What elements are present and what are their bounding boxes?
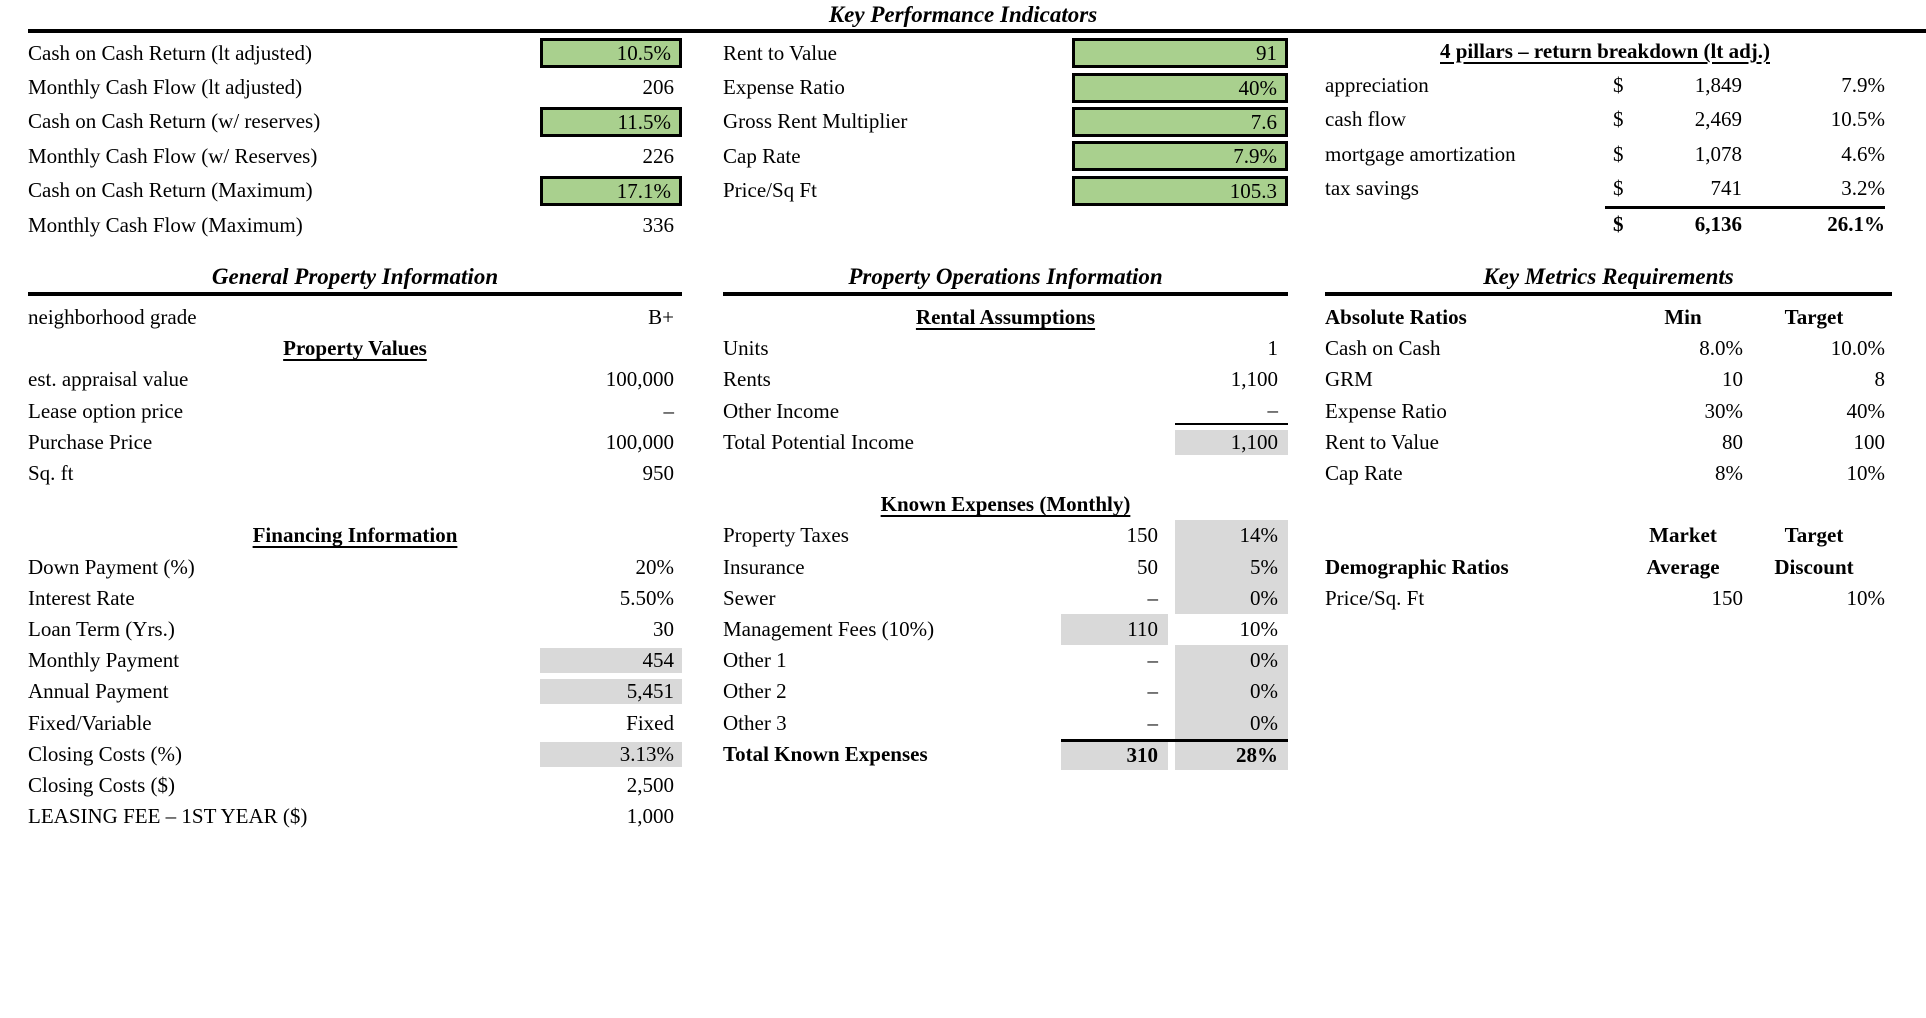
metric-target-cell[interactable]: 40%: [1846, 398, 1885, 423]
known-expenses-header: Known Expenses (Monthly): [880, 492, 1131, 517]
field-label: Closing Costs ($): [28, 772, 176, 797]
value-cell[interactable]: 2,500: [626, 772, 674, 797]
table-row: [1325, 172, 1885, 206]
kpi-value-cell[interactable]: 11.5%: [540, 107, 682, 137]
table-row: [28, 174, 682, 208]
field-label: Insurance: [723, 554, 805, 579]
expenses-total-row: [723, 739, 1288, 770]
expense-pct-cell[interactable]: 14%: [1175, 520, 1288, 551]
table-row: [1325, 103, 1885, 137]
table-row: [28, 139, 682, 173]
currency-symbol: $: [1613, 176, 1624, 201]
subheader-row: [723, 302, 1288, 333]
table-row: [28, 614, 682, 645]
metric-min-cell[interactable]: 150: [1711, 585, 1743, 610]
table-row: [1325, 396, 1885, 427]
metric-target-cell[interactable]: 10%: [1846, 585, 1885, 610]
kpi-value-cell[interactable]: 40%: [1072, 73, 1288, 103]
demographic-ratios-label: Demographic Ratios: [1325, 554, 1509, 579]
field-label: Other 1: [723, 648, 787, 673]
spacer-row: [28, 489, 682, 520]
field-label: Property Taxes: [723, 523, 849, 548]
kpi-label: Monthly Cash Flow (Maximum): [28, 212, 303, 237]
table-row: [28, 770, 682, 801]
financing-header: Financing Information: [252, 523, 458, 548]
metrics-header-row: [1325, 302, 1885, 333]
general-rule: [28, 292, 682, 296]
pillar-amount-cell[interactable]: 1,078: [1694, 141, 1742, 166]
currency-symbol: $: [1613, 107, 1624, 132]
kpi-value-cell[interactable]: 91: [1072, 38, 1288, 68]
metric-target-cell[interactable]: 10%: [1846, 461, 1885, 486]
expense-amount-cell[interactable]: –: [1147, 679, 1158, 704]
field-label: Other 3: [723, 710, 787, 735]
metric-min-cell[interactable]: 8%: [1715, 461, 1743, 486]
table-row: [28, 707, 682, 738]
metric-min-cell[interactable]: 80: [1722, 429, 1743, 454]
kpi-value-cell[interactable]: 10.5%: [540, 38, 682, 68]
value-cell[interactable]: 3.13%: [540, 742, 682, 767]
metric-min-cell[interactable]: 10: [1722, 367, 1743, 392]
kpi-label: Monthly Cash Flow (lt adjusted): [28, 75, 303, 100]
value-cell[interactable]: 5,451: [540, 679, 682, 704]
table-row: [1325, 137, 1885, 171]
metric-min-cell[interactable]: 8.0%: [1699, 336, 1743, 361]
pillars-total-row: [1325, 206, 1885, 240]
value-cell[interactable]: 1,100: [1230, 367, 1278, 392]
table-row: [28, 364, 682, 395]
kpi-label: Gross Rent Multiplier: [723, 109, 908, 134]
pillars-total-amount[interactable]: 6,136: [1694, 212, 1742, 237]
metric-min-cell[interactable]: 30%: [1704, 398, 1743, 423]
expense-pct-cell[interactable]: 0%: [1175, 645, 1288, 676]
kpi-value-cell[interactable]: 226: [642, 143, 674, 168]
table-row: [28, 645, 682, 676]
table-row: [28, 801, 682, 832]
pillars-block: [1325, 34, 1885, 240]
field-label: Monthly Payment: [28, 648, 180, 673]
table-row: [1325, 68, 1885, 102]
table-row: [723, 364, 1288, 395]
table-row: [28, 36, 682, 70]
table-row: [28, 427, 682, 458]
metric-label: Cap Rate: [1325, 461, 1403, 486]
table-row: [28, 208, 682, 242]
pillar-label: appreciation: [1325, 73, 1429, 98]
field-label: Rents: [723, 367, 771, 392]
field-label: Lease option price: [28, 398, 184, 423]
min-column-header: Min: [1664, 305, 1702, 330]
expenses-total-label: Total Known Expenses: [723, 741, 928, 766]
kpi-label: Expense Ratio: [723, 75, 845, 100]
spacer-row: [723, 458, 1288, 489]
subheader-row: [723, 489, 1288, 520]
kpi-value-cell[interactable]: 336: [642, 212, 674, 237]
expense-amount-cell[interactable]: 150: [1126, 523, 1158, 548]
expense-amount-cell[interactable]: –: [1147, 710, 1158, 735]
currency-symbol: $: [1613, 141, 1624, 166]
metric-label: Expense Ratio: [1325, 398, 1447, 423]
pillar-pct-cell[interactable]: 3.2%: [1841, 176, 1885, 201]
table-row: [723, 676, 1288, 707]
kpi-value-cell[interactable]: 17.1%: [540, 176, 682, 206]
table-row: [723, 427, 1288, 458]
kpi-value-cell[interactable]: 7.9%: [1072, 141, 1288, 171]
target-column-header: Target: [1784, 305, 1844, 330]
metric-target-cell[interactable]: 10.0%: [1830, 336, 1885, 361]
pillar-amount-cell[interactable]: 1,849: [1694, 73, 1742, 98]
table-row: [1325, 458, 1885, 489]
table-row: [28, 583, 682, 614]
table-row: [28, 739, 682, 770]
field-label: Management Fees (10%): [723, 616, 935, 641]
field-label: est. appraisal value: [28, 367, 189, 392]
value-cell[interactable]: –: [663, 398, 674, 423]
subheader-row: [28, 520, 682, 551]
expense-pct-cell[interactable]: 10%: [1239, 616, 1278, 641]
demographic-header-row-2: [1325, 552, 1885, 583]
table-row: [723, 707, 1288, 738]
absolute-ratios-label: Absolute Ratios: [1325, 305, 1467, 330]
kpi-label: Price/Sq Ft: [723, 178, 817, 203]
expense-amount-cell[interactable]: 110: [1061, 614, 1168, 645]
pillar-pct-cell[interactable]: 7.9%: [1841, 73, 1885, 98]
page-title: Key Performance Indicators: [828, 2, 1098, 27]
kpi-label: Rent to Value: [723, 40, 837, 65]
value-cell[interactable]: 454: [540, 648, 682, 673]
table-row: [723, 583, 1288, 614]
kpi-value-cell[interactable]: 7.6: [1072, 107, 1288, 137]
value-cell[interactable]: 1,100: [1175, 430, 1288, 455]
table-row: [723, 614, 1288, 645]
table-row: [723, 174, 1288, 208]
subheader-row: [28, 333, 682, 364]
expense-amount-cell[interactable]: –: [1147, 648, 1158, 673]
kpi-label: Monthly Cash Flow (w/ Reserves): [28, 143, 318, 168]
value-cell[interactable]: 5.50%: [619, 585, 674, 610]
value-cell[interactable]: 100,000: [605, 429, 674, 454]
expense-amount-cell[interactable]: 50: [1137, 554, 1158, 579]
pillars-total-pct[interactable]: 26.1%: [1827, 212, 1885, 237]
value-cell[interactable]: 20%: [635, 554, 674, 579]
metrics-rule: [1325, 292, 1892, 296]
top-rule: [28, 29, 1926, 33]
field-label: Other Income: [723, 398, 840, 423]
field-label: LEASING FEE – 1ST YEAR ($): [28, 804, 308, 829]
table-row: [723, 520, 1288, 551]
pillars-header-row: [1325, 34, 1885, 68]
field-label: Annual Payment: [28, 679, 169, 704]
expense-amount-cell[interactable]: –: [1147, 585, 1158, 610]
field-label: neighborhood grade: [28, 305, 197, 330]
section-title-metrics: Key Metrics Requirements: [1483, 264, 1734, 289]
kpi-label: Cash on Cash Return (w/ reserves): [28, 109, 321, 134]
metric-label: Cash on Cash: [1325, 336, 1441, 361]
kpi-label: Cap Rate: [723, 143, 801, 168]
table-row: [1325, 333, 1885, 364]
value-cell[interactable]: B+: [648, 305, 674, 330]
table-row: [723, 645, 1288, 676]
market-header-line1: Market: [1649, 523, 1717, 548]
table-row: [723, 552, 1288, 583]
kpi-value-cell[interactable]: 206: [642, 75, 674, 100]
table-row: [723, 70, 1288, 104]
value-cell[interactable]: Fixed: [626, 710, 674, 735]
pillar-label: tax savings: [1325, 176, 1419, 201]
pillar-pct-cell[interactable]: 4.6%: [1841, 141, 1885, 166]
operations-rule: [723, 292, 1288, 296]
table-row: [28, 458, 682, 489]
demographic-header-row-1: [1325, 520, 1885, 551]
currency-symbol: $: [1613, 73, 1624, 98]
pillar-label: mortgage amortization: [1325, 141, 1516, 166]
field-label: Loan Term (Yrs.): [28, 616, 175, 641]
table-row: [1325, 364, 1885, 395]
spacer-row: [1325, 489, 1885, 520]
pillar-pct-cell[interactable]: 10.5%: [1830, 107, 1885, 132]
market-header-line2: Average: [1646, 554, 1720, 579]
general-block: [28, 302, 682, 832]
table-row: [1325, 583, 1885, 614]
target-header-line1: Target: [1784, 523, 1844, 548]
table-row: [28, 70, 682, 104]
pillar-amount-cell[interactable]: 741: [1710, 176, 1742, 201]
kpi-left-block: [28, 36, 682, 242]
expenses-total-amount[interactable]: 310: [1061, 742, 1168, 770]
pillar-label: cash flow: [1325, 107, 1407, 132]
pillar-amount-cell[interactable]: 2,469: [1694, 107, 1742, 132]
kpi-middle-block: [723, 36, 1288, 208]
table-row: [28, 552, 682, 583]
metric-label: GRM: [1325, 367, 1373, 392]
value-cell[interactable]: 1: [1267, 336, 1278, 361]
field-label: Total Potential Income: [723, 429, 914, 454]
field-label: Sq. ft: [28, 461, 74, 486]
table-row: [723, 139, 1288, 173]
metric-label: Rent to Value: [1325, 429, 1439, 454]
field-label: Other 2: [723, 679, 787, 704]
table-row: [28, 396, 682, 427]
currency-symbol: $: [1613, 212, 1624, 237]
value-cell[interactable]: 30: [653, 616, 674, 641]
property-values-header: Property Values: [283, 336, 427, 361]
table-row: [723, 36, 1288, 70]
metric-label: Price/Sq. Ft: [1325, 585, 1425, 610]
value-cell[interactable]: –: [1175, 398, 1288, 425]
field-label: Down Payment (%): [28, 554, 195, 579]
value-cell[interactable]: 950: [642, 461, 674, 486]
field-label: Interest Rate: [28, 585, 135, 610]
field-label: Sewer: [723, 585, 776, 610]
expense-pct-cell[interactable]: 0%: [1175, 583, 1288, 614]
kpi-value-cell[interactable]: 105.3: [1072, 176, 1288, 206]
field-label: Units: [723, 336, 769, 361]
table-row: [28, 302, 682, 333]
expense-pct-cell[interactable]: 0%: [1175, 676, 1288, 707]
kpi-label: Cash on Cash Return (Maximum): [28, 178, 313, 203]
metric-target-cell[interactable]: 100: [1853, 429, 1885, 454]
target-header-line2: Discount: [1774, 554, 1854, 579]
value-cell[interactable]: 1,000: [626, 804, 674, 829]
field-label: Fixed/Variable: [28, 710, 152, 735]
expense-pct-cell[interactable]: 0%: [1175, 707, 1288, 738]
rental-assumptions-header: Rental Assumptions: [915, 305, 1096, 330]
table-row: [28, 105, 682, 139]
pillars-header: 4 pillars – return breakdown (lt adj.): [1440, 38, 1770, 63]
section-title-general: General Property Information: [211, 264, 499, 289]
kpi-label: Cash on Cash Return (lt adjusted): [28, 40, 313, 65]
field-label: Closing Costs (%): [28, 741, 183, 766]
table-row: [723, 105, 1288, 139]
metric-target-cell[interactable]: 8: [1874, 367, 1885, 392]
table-row: [723, 396, 1288, 427]
expense-pct-cell[interactable]: 5%: [1175, 552, 1288, 583]
metrics-block: [1325, 302, 1885, 614]
table-row: [28, 676, 682, 707]
table-row: [1325, 427, 1885, 458]
table-row: [723, 333, 1288, 364]
value-cell[interactable]: 100,000: [605, 367, 674, 392]
operations-block: [723, 302, 1288, 770]
field-label: Purchase Price: [28, 429, 153, 454]
expenses-total-pct[interactable]: 28%: [1175, 742, 1288, 770]
section-title-operations: Property Operations Information: [848, 264, 1163, 289]
